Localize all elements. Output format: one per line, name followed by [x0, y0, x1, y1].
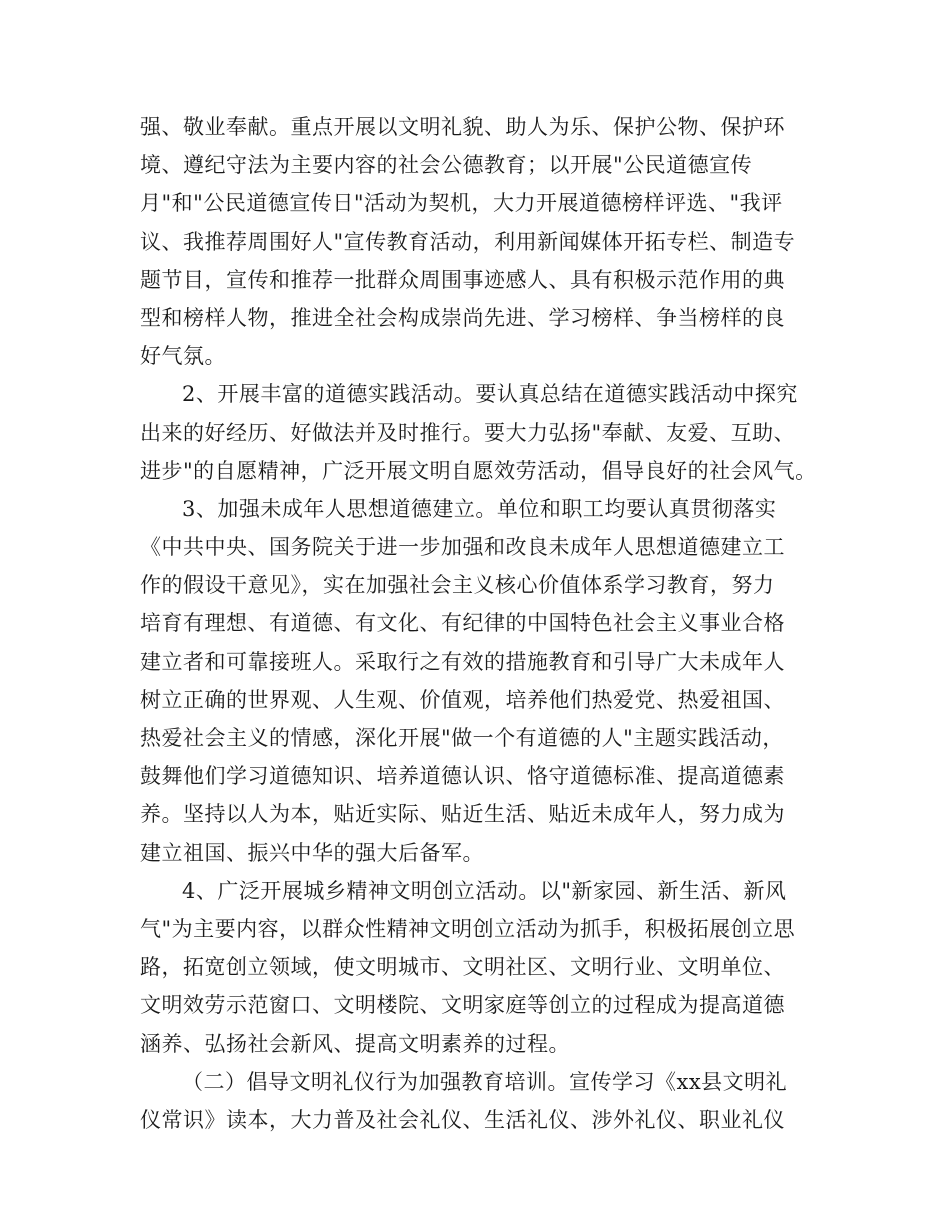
text-line: 鼓舞他们学习道德知识、培养道德认识、恪守道德标准、提高道德素	[140, 764, 785, 789]
text-line: 培育有理想、有道德、有文化、有纪律的中国特色社会主义事业合格	[140, 611, 785, 636]
text-line: 建立者和可靠接班人。采取行之有效的措施教育和引导广大未成年人	[140, 649, 785, 674]
text-line: 《中共中央、国务院关于进一步加强和改良未成年人思想道德建立工	[140, 535, 785, 560]
text-line: 涵养、弘扬社会新风、提高文明素养的过程。	[140, 1031, 570, 1056]
text-line: 文明效劳示范窗口、文明楼院、文明家庭等创立的过程成为提高道德	[140, 993, 785, 1018]
text-line: 4、广泛开展城乡精神文明创立活动。以"新家园、新生活、新风	[182, 878, 787, 903]
text-line: （二）倡导文明礼仪行为加强教育培训。宣传学习《xx县文明礼	[182, 1069, 788, 1094]
text-line: 养。坚持以人为本，贴近实际、贴近生活、贴近未成年人，努力成为	[140, 802, 785, 827]
text-line: 境、遵纪守法为主要内容的社会公德教育；以开展"公民道德宣传	[140, 153, 753, 178]
text-line: 月"和"公民道德宣传日"活动为契机，大力开展道德榜样评选、"我评	[140, 191, 783, 216]
text-line: 型和榜样人物，推进全社会构成崇尚先进、学习榜样、争当榜样的良	[140, 305, 785, 330]
text-line: 出来的好经历、好做法并及时推行。要大力弘扬"奉献、友爱、互助、	[140, 420, 796, 445]
text-line: 3、加强未成年人思想道德建立。单位和职工均要认真贯彻落实	[182, 496, 777, 521]
text-line: 建立祖国、振兴中华的强大后备军。	[140, 840, 484, 865]
text-line: 路，拓宽创立领域，使文明城市、文明社区、文明行业、文明单位、	[140, 955, 785, 980]
text-line: 议、我推荐周围好人"宣传教育活动，利用新闻媒体开拓专栏、制造专	[140, 229, 796, 254]
text-line: 进步"的自愿精神，广泛开展文明自愿效劳活动，倡导良好的社会风气。	[140, 458, 817, 483]
text-line: 2、开展丰富的道德实践活动。要认真总结在道德实践活动中探究	[182, 382, 798, 407]
text-line: 热爱社会主义的情感，深化开展"做一个有道德的人"主题实践活动，	[140, 726, 784, 750]
text-line: 气"为主要内容，以群众性精神文明创立活动为抓手，积极拓展创立思	[140, 916, 796, 941]
text-line: 强、敬业奉献。重点开展以文明礼貌、助人为乐、保护公物、保护环	[140, 115, 785, 139]
text-line: 树立正确的世界观、人生观、价值观，培养他们热爱党、热爱祖国、	[140, 687, 785, 712]
text-line: 仪常识》读本，大力普及社会礼仪、生活礼仪、涉外礼仪、职业礼仪	[140, 1107, 785, 1132]
body-text	[140, 108, 820, 1139]
text-line: 作的假设干意见》，实在加强社会主义核心价值体系学习教育，努力	[140, 573, 775, 598]
text-line: 好气氛。	[140, 344, 226, 369]
text-line: 题节目，宣传和推荐一批群众周围事迹感人、具有积极示范作用的典	[140, 267, 785, 292]
